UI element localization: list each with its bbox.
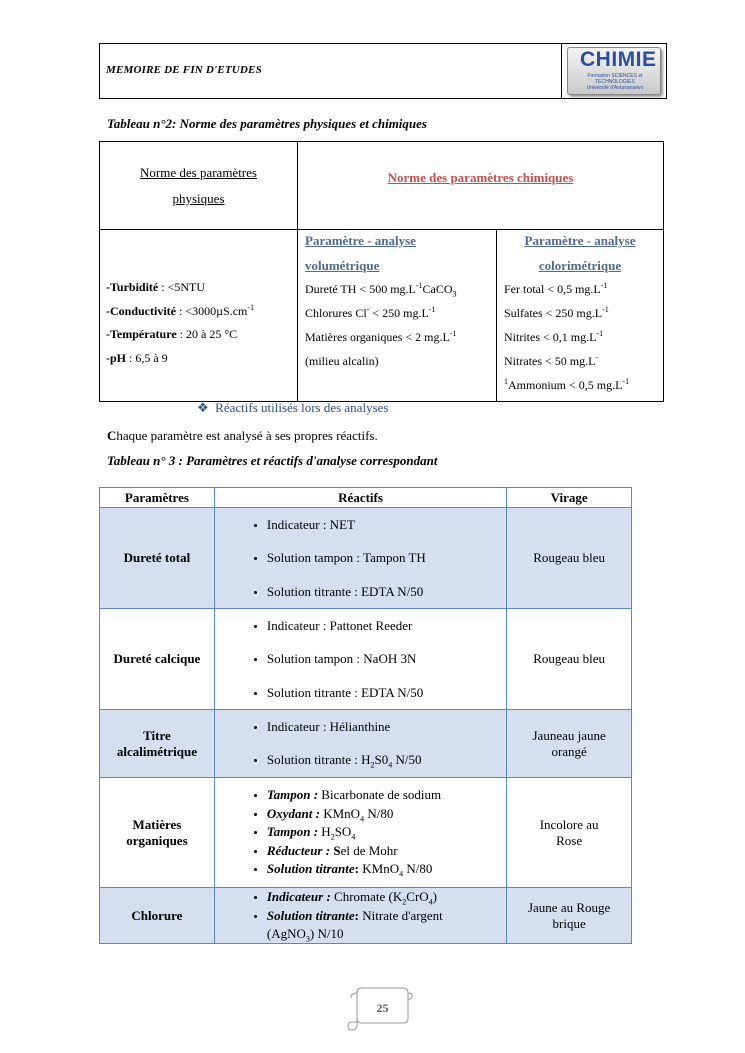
param-line: Matières — [132, 816, 182, 832]
list-item: • Oxydant : KMnO$_4$ N/80 — [267, 805, 506, 824]
norm-organic-matter: Matières organiques < 2 $mg.L^{-1}$ — [305, 329, 457, 344]
norm-hardness: Dureté TH < 500 $mg.L^{-1}CaCO_3$ — [305, 281, 457, 299]
norm-chlorides: Chlorures Cl- < 250 $mg.L^{-1}$ — [305, 305, 436, 320]
virage-line: Incolore au — [539, 816, 599, 832]
reagents-cell — [214, 508, 506, 609]
list-item: • Tampon : $H_2SO_4$ — [267, 823, 506, 842]
list-item: • Solution tampon : Tampon TH — [267, 550, 506, 566]
heading-line: Norme des paramètres — [140, 165, 257, 180]
norms-table — [99, 141, 664, 402]
logo-sub-line-2: Université d'Antananarivo — [586, 85, 644, 91]
table3-caption: Tableau n° 3 : Paramètres et réactifs d'analyse correspondant — [107, 453, 438, 468]
param-line: alcalimétrique — [116, 743, 198, 759]
chemical-norms-heading: Norme des paramètres chimiques — [387, 170, 574, 185]
logo-cell — [561, 44, 667, 98]
virage-line: Rose — [556, 832, 583, 848]
colorimetric-list — [504, 277, 629, 397]
table-row — [100, 888, 632, 944]
param-cell — [100, 710, 215, 778]
norm-nitrites: Nitrites < 0,1 $mg.L^{-1}$ — [504, 329, 604, 344]
page-number-scroll — [347, 985, 413, 1031]
heading-line: Paramètre - analyse — [524, 233, 636, 248]
reagents-cell — [214, 710, 506, 778]
reagents-cell — [214, 609, 506, 710]
section-paragraph: Chaque paramètre est analysé à ses propres réactifs. — [107, 428, 378, 443]
norm-sulfates: Sulfates < 250 $mg.L^{-1}$ — [504, 305, 609, 320]
list-item: • Indicateur : NET — [267, 517, 506, 533]
norm-temperature: -Température : 20 à 25 °C — [106, 327, 238, 341]
norm-nitrates: Nitrates < 50 mg.L- — [504, 353, 599, 368]
virage-line: Jaune au Rouge — [527, 899, 611, 915]
section-title: Réactifs utilisés lors des analyses — [215, 400, 389, 415]
page-header — [99, 43, 667, 99]
norm-medium: (milieu alcalin) — [305, 354, 379, 368]
param-cell: Dureté calcique — [100, 609, 215, 710]
table-row — [100, 609, 632, 710]
list-item: • Indicateur : Pattonet Reeder — [267, 618, 506, 634]
param-cell — [100, 778, 215, 888]
list-item: • Solution titrante: KMnO$_4$ N/80 — [267, 860, 506, 879]
list-item: • Indicateur : Hélianthine — [267, 719, 506, 735]
logo-text: CHIMIE — [580, 48, 657, 71]
heading-line: volumétrique — [305, 258, 380, 273]
table-row — [100, 778, 632, 888]
norm-ammonium: $^1$Ammonium < 0,5 $mg.L^{-1}$ — [504, 377, 630, 392]
reagents-table — [99, 487, 632, 944]
colorimetric-heading — [497, 228, 663, 278]
column-header: Réactifs — [214, 488, 506, 508]
table-header-row — [100, 488, 632, 508]
virage-line: Jauneau jaune — [532, 727, 606, 743]
list-item: • Solution titrante : $H_2S0_4$ N/50 — [267, 752, 506, 768]
header-title: MEMOIRE DE FIN D'ETUDES — [106, 64, 262, 76]
norm-iron: Fer total < 0,5 $mg.L^{-1}$ — [504, 281, 608, 296]
physical-norms-list — [106, 276, 254, 370]
list-item: • Réducteur : Sel de Mohr — [267, 842, 506, 861]
virage-cell — [507, 888, 632, 944]
heading-line: Paramètre - analyse — [305, 233, 416, 248]
virage-cell — [507, 778, 632, 888]
virage-cell: Rougeau bleu — [507, 609, 632, 710]
list-item: • Solution titrante : EDTA N/50 — [267, 685, 506, 701]
section-bullet — [197, 400, 388, 416]
param-line: Titre — [143, 727, 171, 743]
list-item: • Solution titrante: Nitrate d'argent — [267, 907, 506, 926]
column-header: Paramètres — [100, 488, 215, 508]
physical-norms-heading — [100, 160, 297, 212]
param-cell: Dureté total — [100, 508, 215, 609]
list-item: • Solution tampon : NaOH 3N — [267, 651, 506, 667]
table2-caption: Tableau n°2: Norme des paramètres physiques et chimiques — [107, 116, 427, 131]
logo-subtitle — [572, 73, 658, 91]
column-header: Virage — [507, 488, 632, 508]
page-number: 25 — [376, 1001, 389, 1015]
table-row — [100, 710, 632, 778]
virage-cell: Rougeau bleu — [507, 508, 632, 609]
param-cell: Chlorure — [100, 888, 215, 944]
table-row — [100, 508, 632, 609]
list-item: • Indicateur : Chromate $(K_2CrO_4)$ — [267, 888, 506, 907]
norm-ph: -pH : 6,5 à 9 — [106, 350, 168, 365]
list-item-continuation: (AgNO$_3$) N/10 — [266, 926, 344, 944]
virage-line: orangé — [551, 743, 587, 759]
reagents-cell — [214, 778, 506, 888]
virage-cell — [507, 710, 632, 778]
heading-line: physiques — [172, 191, 225, 206]
volumetric-heading — [305, 228, 416, 278]
reagents-cell — [214, 888, 506, 944]
param-line: organiques — [126, 832, 188, 848]
list-item: • Tampon : Bicarbonate de sodium — [267, 786, 506, 805]
norm-conductivity: -Conductivité : $<3000\mu S.cm^{-1}$ — [106, 302, 255, 318]
logo-sub-line-1: Formation SCIENCES et TECHNOLOGIES — [587, 73, 643, 85]
volumetric-list — [305, 277, 457, 373]
heading-line: colorimétrique — [538, 258, 622, 273]
norm-turbidity: -Turbidité : <5NTU — [106, 280, 206, 294]
virage-line: brique — [552, 915, 586, 931]
diamond-bullet-icon: ❖ — [197, 400, 209, 415]
chimie-logo — [567, 47, 661, 95]
list-item: • Solution titrante : EDTA N/50 — [267, 584, 506, 600]
